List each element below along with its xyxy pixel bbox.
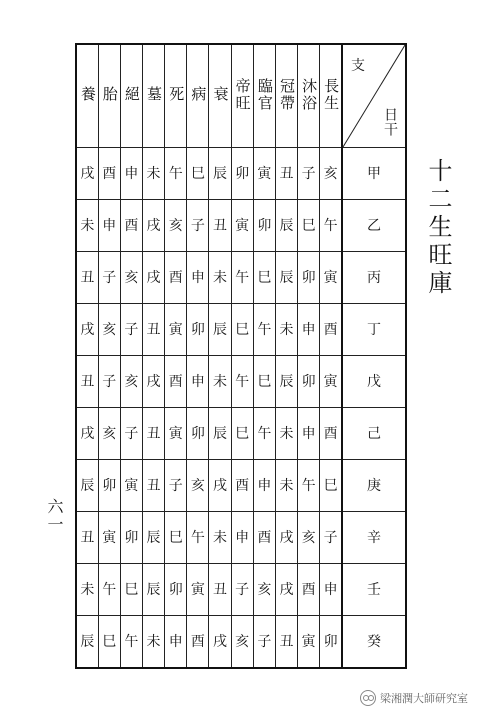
table-cell: 酉: [98, 148, 120, 200]
stem-cell: 乙: [342, 200, 406, 252]
table-cell: 寅: [187, 564, 209, 616]
corner-cell: [342, 44, 406, 148]
table-cell: 戌: [209, 616, 231, 669]
stem-cell: 癸: [342, 616, 406, 669]
stem-cell: 辛: [342, 512, 406, 564]
table-cell: 巳: [98, 616, 120, 669]
table-row: [76, 408, 406, 460]
table-cell: 辰: [209, 408, 231, 460]
table-cell: 子: [98, 356, 120, 408]
column-header: [253, 44, 275, 148]
column-header: [76, 44, 98, 148]
table-cell: 酉: [253, 512, 275, 564]
table-row: [76, 616, 406, 669]
table-cell: 子: [231, 564, 253, 616]
table-cell: 戌: [209, 460, 231, 512]
table-cell: 寅: [165, 304, 187, 356]
table-cell: 子: [98, 252, 120, 304]
table-cell: 戌: [76, 304, 98, 356]
table-cell: 申: [98, 200, 120, 252]
table-cell: 申: [298, 408, 320, 460]
table-cell: 戌: [76, 148, 98, 200]
column-header: [142, 44, 164, 148]
twelve-stages-table: [75, 43, 407, 669]
table-cell: 亥: [165, 200, 187, 252]
column-header-label: 長生: [322, 77, 341, 112]
table-cell: 寅: [320, 356, 342, 408]
page-number: 六一: [45, 498, 64, 534]
column-header: [209, 44, 231, 148]
table-cell: 未: [275, 304, 297, 356]
stem-cell: 丙: [342, 252, 406, 304]
header-row: [76, 44, 406, 148]
page-title: 十二生旺庫: [424, 158, 452, 298]
table-cell: 子: [320, 512, 342, 564]
table-cell: 未: [209, 356, 231, 408]
table-cell: 辰: [76, 616, 98, 669]
table-cell: 申: [187, 252, 209, 304]
table-cell: 巳: [231, 408, 253, 460]
table-cell: 丑: [209, 564, 231, 616]
table-cell: 丑: [142, 304, 164, 356]
table-cell: 巳: [187, 148, 209, 200]
table-row: [76, 252, 406, 304]
table-cell: 丑: [142, 460, 164, 512]
table-row: [76, 356, 406, 408]
table-cell: 亥: [231, 616, 253, 669]
column-header-label: 臨官: [255, 77, 274, 112]
column-header-label: 冠帶: [277, 77, 296, 112]
table-cell: 丑: [142, 408, 164, 460]
table-cell: 戌: [76, 408, 98, 460]
column-header-label: 病: [189, 86, 208, 103]
table-cell: 卯: [320, 616, 342, 669]
table-cell: 午: [120, 616, 142, 669]
table-cell: 辰: [76, 460, 98, 512]
table-cell: 辰: [275, 200, 297, 252]
table-cell: 酉: [165, 252, 187, 304]
table-cell: 未: [275, 460, 297, 512]
table-cell: 子: [298, 148, 320, 200]
table-cell: 子: [187, 200, 209, 252]
corner-bottom-label: 日干: [382, 107, 398, 137]
table-cell: 寅: [231, 200, 253, 252]
table-cell: 卯: [120, 512, 142, 564]
table-cell: 未: [76, 564, 98, 616]
table-cell: 戌: [142, 252, 164, 304]
column-header-label: 胎: [100, 86, 119, 103]
table-cell: 申: [298, 304, 320, 356]
table-cell: 午: [298, 460, 320, 512]
table-row: [76, 512, 406, 564]
table-row: [76, 460, 406, 512]
table-cell: 巳: [253, 252, 275, 304]
table-cell: 辰: [142, 564, 164, 616]
table-cell: 戌: [275, 564, 297, 616]
table-cell: 卯: [187, 408, 209, 460]
table-cell: 午: [320, 200, 342, 252]
corner-top-label: 支: [351, 58, 365, 74]
table-cell: 未: [209, 252, 231, 304]
watermark: [360, 690, 468, 706]
table-cell: 申: [165, 616, 187, 669]
table-cell: 亥: [98, 304, 120, 356]
table-cell: 酉: [231, 460, 253, 512]
table-cell: 卯: [98, 460, 120, 512]
table-cell: 酉: [187, 616, 209, 669]
table-row: [76, 304, 406, 356]
wechat-icon: [360, 690, 376, 706]
column-header: [120, 44, 142, 148]
table-cell: 丑: [209, 200, 231, 252]
table-cell: 午: [253, 408, 275, 460]
table-cell: 丑: [76, 356, 98, 408]
table-row: [76, 564, 406, 616]
table-cell: 寅: [320, 252, 342, 304]
table-cell: 未: [142, 148, 164, 200]
table-cell: 亥: [320, 148, 342, 200]
table-cell: 戌: [275, 512, 297, 564]
table-cell: 酉: [320, 408, 342, 460]
column-header-label: 帝旺: [233, 77, 252, 112]
stem-cell: 己: [342, 408, 406, 460]
table-cell: 申: [320, 564, 342, 616]
table-body: [76, 44, 406, 668]
table-cell: 申: [253, 460, 275, 512]
table-cell: 卯: [187, 304, 209, 356]
column-header-label: 死: [167, 86, 186, 103]
table-cell: 午: [187, 512, 209, 564]
stem-cell: 甲: [342, 148, 406, 200]
table-cell: 丑: [275, 148, 297, 200]
table-cell: 亥: [187, 460, 209, 512]
table-cell: 子: [253, 616, 275, 669]
table-cell: 酉: [298, 564, 320, 616]
table-cell: 卯: [253, 200, 275, 252]
table-cell: 戌: [142, 356, 164, 408]
table-cell: 子: [165, 460, 187, 512]
table-row: [76, 148, 406, 200]
stem-cell: 壬: [342, 564, 406, 616]
table-cell: 辰: [275, 356, 297, 408]
column-header: [275, 44, 297, 148]
table-cell: 戌: [142, 200, 164, 252]
table-cell: 午: [231, 356, 253, 408]
table-cell: 辰: [275, 252, 297, 304]
table-row: [76, 200, 406, 252]
column-header-label: 絕: [122, 86, 141, 103]
table-cell: 申: [120, 148, 142, 200]
column-header: [98, 44, 120, 148]
table-cell: 午: [253, 304, 275, 356]
table-cell: 申: [231, 512, 253, 564]
table-cell: 寅: [120, 460, 142, 512]
table-cell: 亥: [98, 408, 120, 460]
table-cell: 子: [120, 408, 142, 460]
table-cell: 卯: [231, 148, 253, 200]
column-header: [320, 44, 342, 148]
table-cell: 卯: [298, 356, 320, 408]
column-header-label: 衰: [211, 86, 230, 103]
table-cell: 未: [142, 616, 164, 669]
table-cell: 巳: [165, 512, 187, 564]
table-cell: 辰: [142, 512, 164, 564]
table-cell: 寅: [165, 408, 187, 460]
table-cell: 巳: [320, 460, 342, 512]
table-cell: 丑: [76, 512, 98, 564]
table-cell: 寅: [253, 148, 275, 200]
column-header-label: 墓: [145, 86, 164, 103]
table-cell: 亥: [298, 512, 320, 564]
column-header: [187, 44, 209, 148]
column-header: [231, 44, 253, 148]
table-cell: 丑: [275, 616, 297, 669]
table-cell: 亥: [120, 252, 142, 304]
table-cell: 午: [98, 564, 120, 616]
twelve-stages-table-container: [75, 43, 407, 655]
table-cell: 酉: [120, 200, 142, 252]
table-cell: 未: [275, 408, 297, 460]
column-header-label: 沐浴: [300, 77, 319, 112]
table-cell: 卯: [165, 564, 187, 616]
column-header-label: 養: [78, 86, 97, 103]
table-cell: 酉: [165, 356, 187, 408]
column-header: [165, 44, 187, 148]
table-cell: 亥: [120, 356, 142, 408]
watermark-text: 梁湘潤大師研究室: [380, 692, 468, 705]
stem-cell: 丁: [342, 304, 406, 356]
table-cell: 寅: [98, 512, 120, 564]
table-cell: 卯: [298, 252, 320, 304]
table-cell: 巳: [231, 304, 253, 356]
table-cell: 亥: [253, 564, 275, 616]
table-cell: 未: [76, 200, 98, 252]
table-cell: 申: [187, 356, 209, 408]
table-cell: 丑: [76, 252, 98, 304]
table-cell: 巳: [120, 564, 142, 616]
stem-cell: 庚: [342, 460, 406, 512]
stem-cell: 戊: [342, 356, 406, 408]
table-cell: 酉: [320, 304, 342, 356]
table-cell: 巳: [253, 356, 275, 408]
table-cell: 辰: [209, 148, 231, 200]
table-cell: 午: [231, 252, 253, 304]
table-cell: 子: [120, 304, 142, 356]
column-header: [298, 44, 320, 148]
table-cell: 未: [209, 512, 231, 564]
table-cell: 辰: [209, 304, 231, 356]
table-cell: 午: [165, 148, 187, 200]
table-cell: 巳: [298, 200, 320, 252]
table-cell: 寅: [298, 616, 320, 669]
